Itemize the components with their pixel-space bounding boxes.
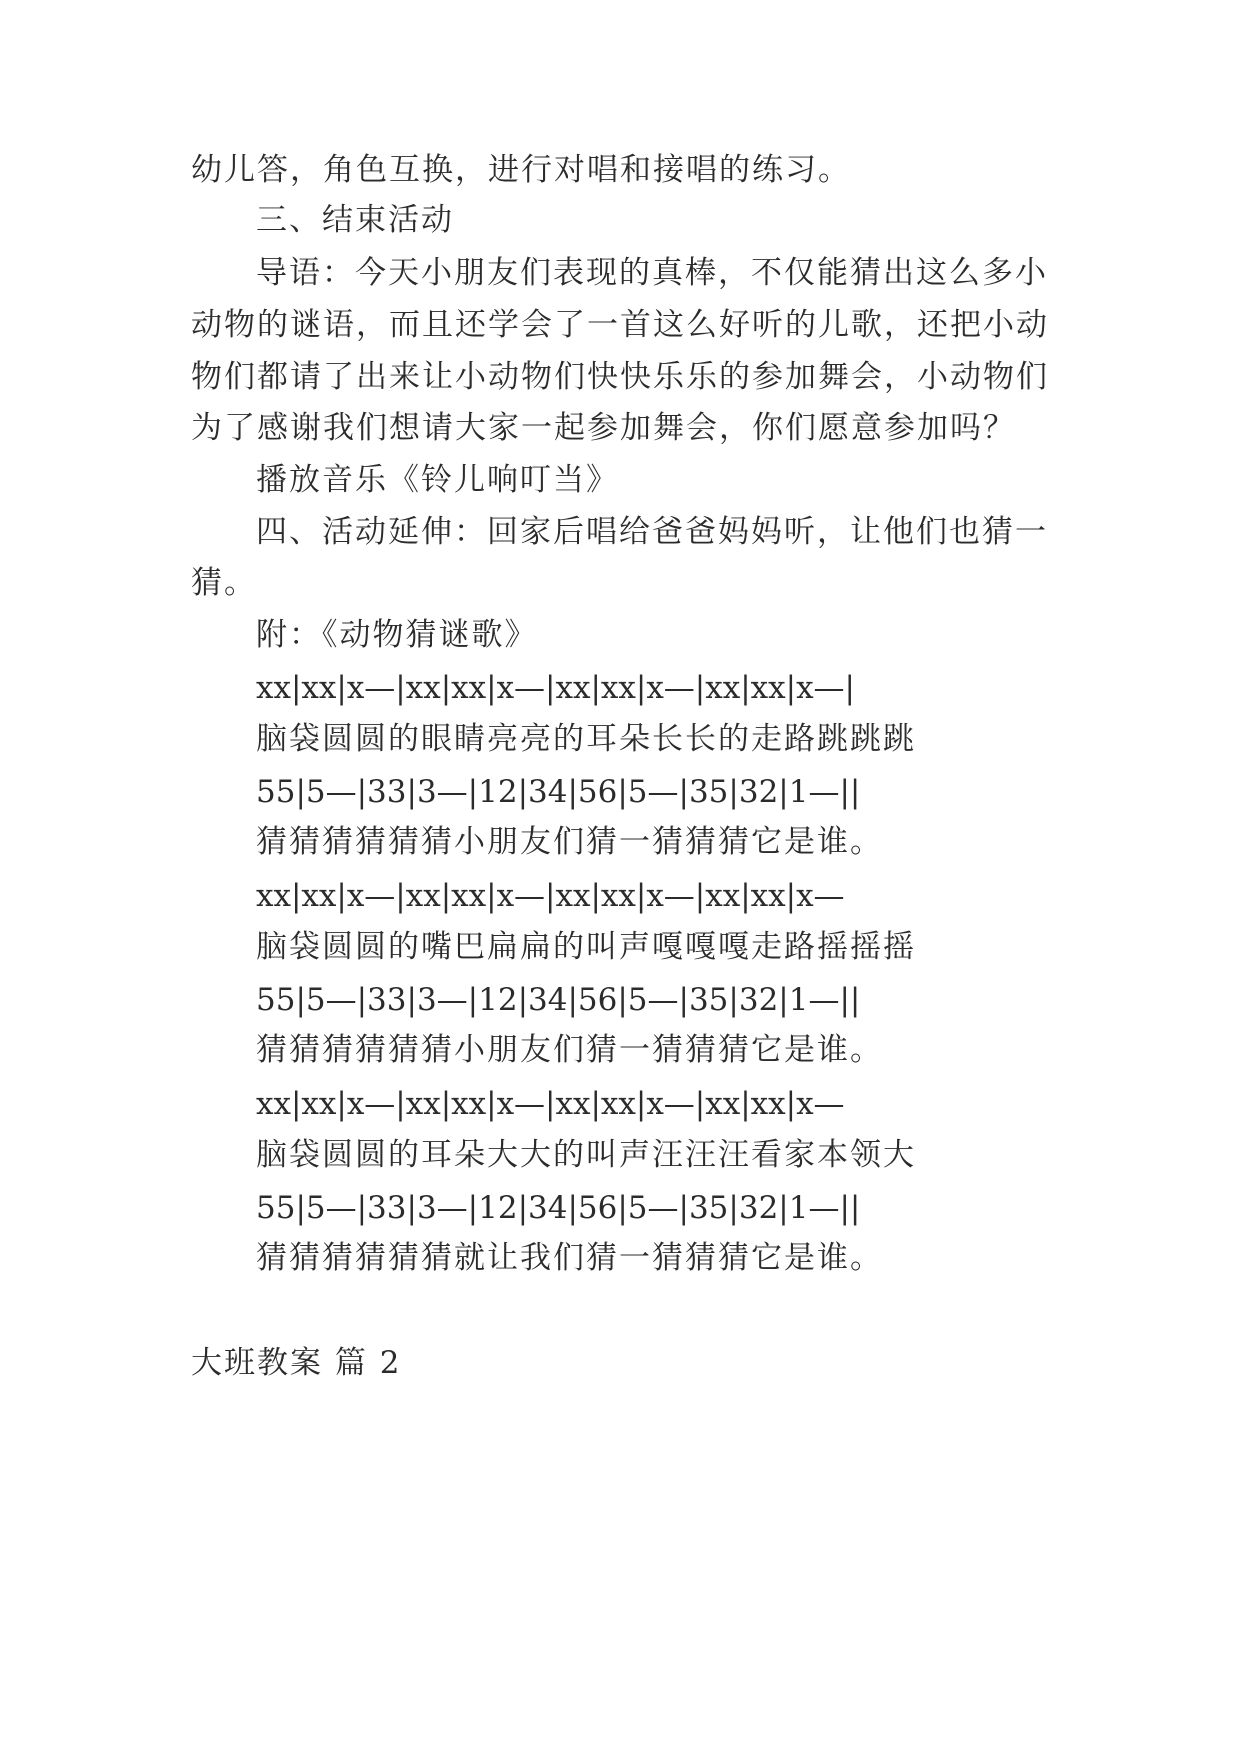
rhythm-line: xx|xx|x—|xx|xx|x—|xx|xx|x—|xx|xx|x— [256, 878, 845, 914]
notes-line: 55|5—|33|3—|12|34|56|5—|35|32|1—|| [256, 982, 861, 1018]
paragraph-line: 幼儿答，角色互换，进行对唱和接唱的练习。 [191, 152, 851, 188]
notes-line: 55|5—|33|3—|12|34|56|5—|35|32|1—|| [256, 774, 861, 810]
paragraph-line: 导语：今天小朋友们表现的真棒，不仅能猜出这么多小 [256, 255, 1048, 291]
lyrics-line: 猜猜猜猜猜猜小朋友们猜一猜猜猜它是谁。 [256, 824, 883, 860]
appendix-title: 附：《动物猜谜歌》 [256, 617, 538, 653]
section-heading: 三、结束活动 [256, 202, 454, 238]
lyrics-line: 脑袋圆圆的眼睛亮亮的耳朵长长的走路跳跳跳 [256, 721, 916, 757]
paragraph-line: 猜。 [191, 565, 257, 601]
notes-line: 55|5—|33|3—|12|34|56|5—|35|32|1—|| [256, 1190, 861, 1226]
lyrics-line: 脑袋圆圆的嘴巴扁扁的叫声嘎嘎嘎走路摇摇摇 [256, 929, 916, 965]
lyrics-line: 猜猜猜猜猜猜小朋友们猜一猜猜猜它是谁。 [256, 1032, 883, 1068]
section-heading: 四、活动延伸：回家后唱给爸爸妈妈听，让他们也猜一 [256, 514, 1048, 550]
paragraph-line: 为了感谢我们想请大家一起参加舞会，你们愿意参加吗？ [191, 410, 1016, 446]
paragraph-line: 动物的谜语，而且还学会了一首这么好听的儿歌，还把小动 [191, 307, 1049, 343]
lyrics-line: 猜猜猜猜猜猜就让我们猜一猜猜猜它是谁。 [256, 1240, 883, 1276]
lyrics-line: 脑袋圆圆的耳朵大大的叫声汪汪汪看家本领大 [256, 1137, 916, 1173]
rhythm-line: xx|xx|x—|xx|xx|x—|xx|xx|x—|xx|xx|x—| [256, 670, 855, 706]
paragraph-line: 物们都请了出来让小动物们快快乐乐的参加舞会，小动物们 [191, 359, 1049, 395]
rhythm-line: xx|xx|x—|xx|xx|x—|xx|xx|x—|xx|xx|x— [256, 1086, 845, 1122]
paragraph-line: 播放音乐《铃儿响叮当》 [256, 462, 619, 498]
next-section-title: 大班教案 篇 2 [191, 1345, 402, 1381]
